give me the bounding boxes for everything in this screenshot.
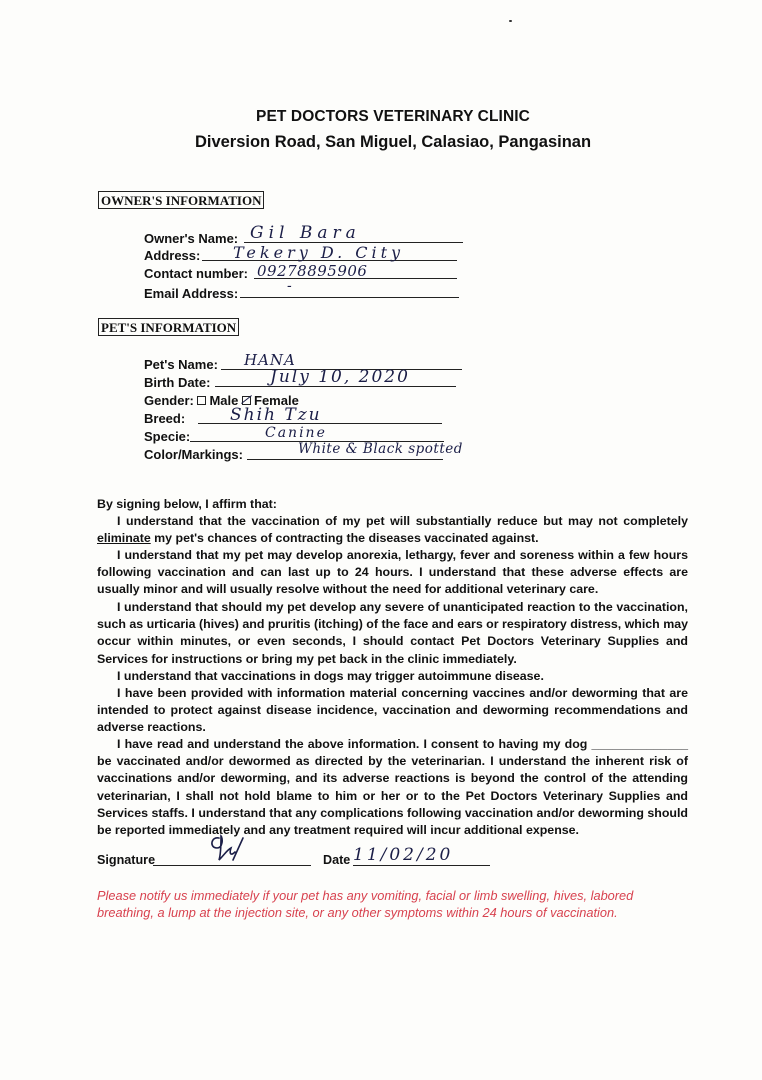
specie-label: Specie: (144, 429, 191, 444)
owner-name-label: Owner's Name: (144, 231, 239, 246)
owner-address-value: Tekery D. City (233, 243, 405, 262)
clinic-name: PET DOCTORS VETERINARY CLINIC (256, 108, 530, 125)
female-checkbox[interactable] (242, 396, 251, 405)
male-option-label: Male (209, 393, 239, 408)
breed-label: Breed: (144, 411, 186, 426)
consent-p1-text: I understand that the vaccination of my pet will substantially reduce but may not completely (117, 514, 688, 528)
consent-paragraph-1 (97, 513, 688, 547)
male-checkbox[interactable] (197, 396, 206, 405)
owner-address-label: Address: (144, 248, 201, 263)
consent-paragraph-5: I have been provided with information material concerning vaccines and/or deworming that are intended to protect against disease incidence, vaccination and deworming recommendations and adverse reactions. (97, 686, 688, 735)
scan-speck (509, 20, 512, 22)
specie-value: Canine (265, 425, 327, 441)
gender-label: Gender: (144, 393, 194, 408)
consent-paragraph-2: I understand that my pet may develop anorexia, lethargy, fever and soreness within a few hours following vaccination and can last up to 24 hours. I understand that these adverse effects are usually minor and will usually resolve without the need for additional veterinary care. (97, 548, 688, 597)
clinic-address: Diversion Road, San Miguel, Calasiao, Pangasinan (194, 133, 592, 151)
color-markings-label: Color/Markings: (144, 447, 243, 462)
signature-label: Signature (97, 853, 156, 867)
consent-p1-end: my pet's chances of contracting the diseases vaccinated against. (150, 531, 539, 546)
color-markings-value: White & Black spotted (298, 441, 463, 457)
owner-name-value: Gil Bara (250, 223, 361, 243)
date-line[interactable] (353, 865, 490, 866)
color-markings-line (247, 459, 443, 460)
owner-section-title: OWNER'S INFORMATION (98, 191, 264, 209)
pet-name-label: Pet's Name: (144, 357, 218, 372)
consent-paragraph-3: I understand that should my pet develop any severe of unanticipated reaction to the vaccination, such as urticaria (hives) and pruritis (itching) of the face and ears or respiratory distress, which may occur within minutes, or even seconds, I should contact Pet Doctors Veterinary Supplies and Services for instructions or bring my pet back in the clinic immediately. (97, 600, 688, 666)
email-line (240, 297, 459, 298)
consent-paragraph-6: I have read and understand the above information. I consent to having my dog ______________ be vaccinated and/or dewormed as directed by the veterinarian. I understand the inherent risk of vaccinations and/or deworming, and its adverse reactions is beyond the control of the attending veterinarian, I shall not hold blame to him or her or to the Pet Doctors Veterinary Supplies and Services staffs. I understand that any complications following vaccination and/or deworming should be reported immediately and any treatment required will incur additional expense. (97, 737, 688, 838)
date-label: Date (323, 853, 351, 867)
contact-number-value: 09278895906 (257, 262, 368, 280)
email-label: Email Address: (144, 286, 239, 301)
consent-intro: By signing below, I affirm that: (97, 497, 277, 511)
birth-date-value: July 10, 2020 (270, 367, 410, 387)
consent-p1-underlined: eliminate (97, 531, 151, 546)
date-value: 11/02/20 (353, 845, 454, 865)
female-option-label: Female (254, 393, 299, 408)
contact-number-label: Contact number: (144, 266, 248, 281)
email-value: - (287, 278, 293, 294)
notice-text: Please notify us immediately if your pet has any vomiting, facial or limb swelling, hives, labored breathing, a lump at the injection site, or any other symptoms within 24 hours of vaccination. (97, 888, 634, 920)
pet-name-value: HANA (244, 351, 296, 369)
pet-section-title: PET'S INFORMATION (98, 318, 239, 336)
signature-scribble (205, 828, 275, 870)
breed-value: Shih Tzu (230, 405, 322, 425)
birth-date-label: Birth Date: (144, 375, 211, 390)
consent-paragraph-4: I understand that vaccinations in dogs may trigger autoimmune disease. (117, 669, 544, 683)
